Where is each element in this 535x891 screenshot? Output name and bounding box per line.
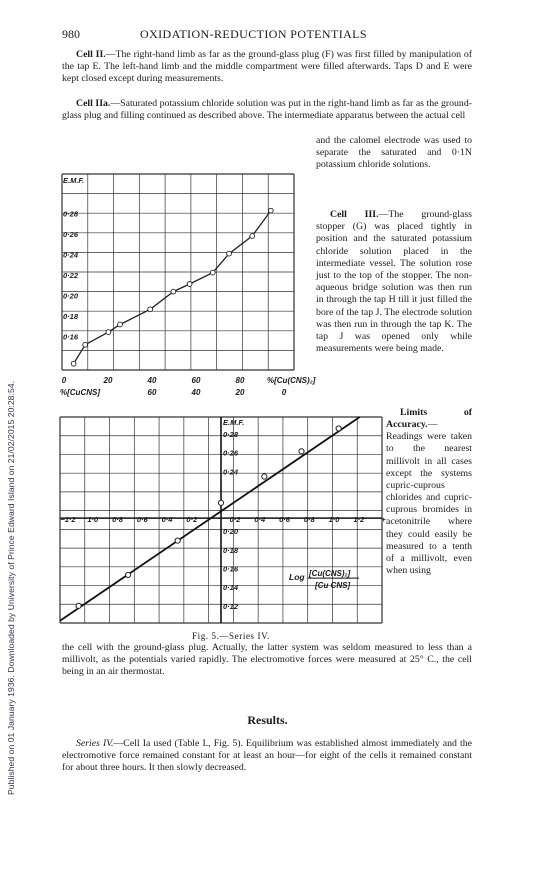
data-point bbox=[83, 342, 88, 347]
data-point bbox=[227, 251, 232, 256]
y-tick-label: 0·24 bbox=[223, 467, 239, 477]
data-point bbox=[175, 538, 180, 543]
log-label-numerator: [Cu(CNS)₂] bbox=[309, 569, 351, 579]
x-tick-label: 0·2 bbox=[186, 515, 198, 525]
running-title: OXIDATION-REDUCTION POTENTIALS bbox=[140, 27, 367, 41]
y-tick-label: 0·12 bbox=[223, 601, 239, 611]
y-tick-label: 0·18 bbox=[223, 545, 239, 555]
x-tick-label: 0·6 bbox=[136, 515, 148, 525]
x-tick-label-bottom: 20 bbox=[235, 388, 245, 397]
y-axis-label: E.M.F. bbox=[223, 418, 245, 427]
y-tick-label: 0·18 bbox=[63, 312, 79, 321]
data-point bbox=[76, 603, 81, 608]
x-tick-label-bottom: 0 bbox=[281, 388, 287, 397]
data-point bbox=[148, 307, 153, 312]
data-point bbox=[118, 322, 123, 327]
y-tick-label: 0·26 bbox=[223, 448, 239, 458]
x-tick-label: −1·2 bbox=[60, 515, 76, 525]
x-tick-label: 1·0 bbox=[87, 515, 99, 525]
paragraph-lead: Cell IIa. bbox=[76, 98, 111, 109]
paragraph-text: —The ground-glass stopper (G) was placed tightly in position and the saturated potassium chloride solution placed in the intermediate vessel. The solution rose just to the top of the stopper. The non-aqueous bridge solution was then run in through the tap H till it just filled the bore of the tap J. The electrode solution was then run in through the tap K. The tap J was opened only while measurements were being made. bbox=[316, 209, 472, 355]
paragraph-text: —The right-hand limb as far as the ground-glass plug (F) was first filled by manipulation of the tap E. The left-hand limb and the middle compartment were filled afterwards. Taps D and E were kept closed except during measurements. bbox=[62, 49, 472, 85]
x-tick-label: 0·6 bbox=[279, 515, 290, 525]
x-tick-label-bottom: 40 bbox=[191, 388, 201, 397]
y-tick-label: 0·26 bbox=[63, 230, 79, 239]
paragraph-lead: Limits of Accuracy. bbox=[386, 407, 472, 431]
data-point bbox=[171, 289, 176, 294]
data-point bbox=[210, 270, 215, 275]
x-tick-label-top: 0 bbox=[61, 376, 67, 385]
data-point bbox=[126, 572, 131, 577]
y-tick-label: 0·14 bbox=[223, 583, 239, 593]
x-tick-label: 0·8 bbox=[112, 515, 123, 525]
y-tick-label: 0·28 bbox=[223, 430, 239, 439]
x-tick-label-top: 40 bbox=[147, 376, 157, 385]
data-point bbox=[106, 330, 111, 335]
paragraph-cell-2a bbox=[62, 98, 472, 122]
page-header bbox=[62, 27, 472, 43]
data-point bbox=[250, 234, 255, 239]
y-tick-label: 0·20 bbox=[223, 527, 239, 537]
x-tick-label: 0·4 bbox=[254, 515, 266, 525]
data-point bbox=[262, 474, 267, 479]
emf-composition-chart bbox=[56, 170, 318, 410]
x-axis-label-left: %[CuCNS] bbox=[60, 388, 100, 397]
download-stamp: Published on 01 January 1936. Downloaded by University of Prince Edward Island on 21/02/2015 20:28:54. bbox=[6, 380, 16, 795]
paragraph-series-4 bbox=[62, 738, 472, 775]
x-tick-label-top: 20 bbox=[103, 376, 113, 385]
paragraph-lead: Cell III. bbox=[330, 209, 379, 220]
y-tick-label: 0·16 bbox=[63, 332, 79, 342]
data-point bbox=[336, 426, 341, 431]
y-axis-label: E.M.F. bbox=[63, 176, 85, 185]
y-tick-label: 0·24 bbox=[63, 250, 79, 260]
x-tick-label: 1·0 bbox=[328, 515, 340, 525]
paragraph-text: —Saturated potassium chloride solution was put in the right-hand limb as far as the ground-glass plug and filling continued as described above. The intermediate apparatus between the actual cell bbox=[62, 98, 472, 122]
paragraph-cell-2 bbox=[62, 49, 472, 86]
y-tick-label: 0·22 bbox=[63, 271, 79, 280]
paragraph-cell-3 bbox=[316, 209, 472, 355]
data-point bbox=[268, 208, 273, 213]
y-tick-label: 0·20 bbox=[63, 291, 79, 301]
paragraph-cell-2a-continued: and the calomel electrode was used to separate the saturated and 0·1N potassium chloride solutions. bbox=[316, 135, 472, 171]
y-tick-label: 0·16 bbox=[223, 564, 239, 574]
x-tick-label-top: 60 bbox=[191, 376, 201, 385]
emf-log-ratio-chart bbox=[56, 413, 386, 631]
x-tick-label: 1·2 bbox=[353, 515, 365, 525]
data-point bbox=[187, 282, 192, 287]
x-tick-label: 0·8 bbox=[303, 515, 315, 525]
paragraph-lead: Series IV. bbox=[76, 738, 114, 749]
x-tick-label: 0·2 bbox=[229, 515, 241, 525]
paragraph-text: —Cell Ia used (Table I., Fig. 5). Equilibrium was established almost immediately and the electromotive force remained constant for at least an hour—for eight of the cells it remained constant for about three hours. It then slowly decreased. bbox=[62, 738, 472, 774]
data-point bbox=[71, 361, 76, 366]
paragraph-text: —Readings were taken to the nearest millivolt in all cases except the systems cupric-cuprous chlorides and cupric-cuprous bromides in acetonitrile where they could easily be measured to a tenth of a millivolt, even when using bbox=[386, 419, 472, 577]
paragraph-limits bbox=[386, 407, 472, 577]
section-heading-results: Results. bbox=[247, 713, 288, 727]
paragraph-limits-continued: the cell with the ground-glass plug. Actually, the latter system was seldom measured to less than a millivolt, as the potentials varied rapidly. The electromotive forces were measured at 25° C., the cell being in an air thermostat. bbox=[62, 642, 472, 678]
x-axis-label-right: %[Cu(CNS)₂] bbox=[267, 376, 316, 385]
x-tick-label-bottom: 60 bbox=[147, 388, 157, 397]
figure-caption: Fig. 5.—Series IV. bbox=[192, 631, 270, 641]
data-point bbox=[299, 449, 304, 454]
log-label-denominator: [Cu CNS] bbox=[315, 581, 351, 591]
x-tick-label: + bbox=[381, 515, 386, 525]
y-tick-label: 0·28 bbox=[63, 209, 79, 219]
data-point bbox=[218, 500, 223, 505]
x-tick-label-top: 80 bbox=[235, 376, 245, 385]
paragraph-lead: Cell II. bbox=[76, 49, 106, 60]
x-tick-label: 0·4 bbox=[161, 515, 173, 525]
page-number: 980 bbox=[62, 27, 80, 41]
emf-curve bbox=[74, 211, 271, 364]
log-label-word: Log bbox=[289, 572, 305, 583]
